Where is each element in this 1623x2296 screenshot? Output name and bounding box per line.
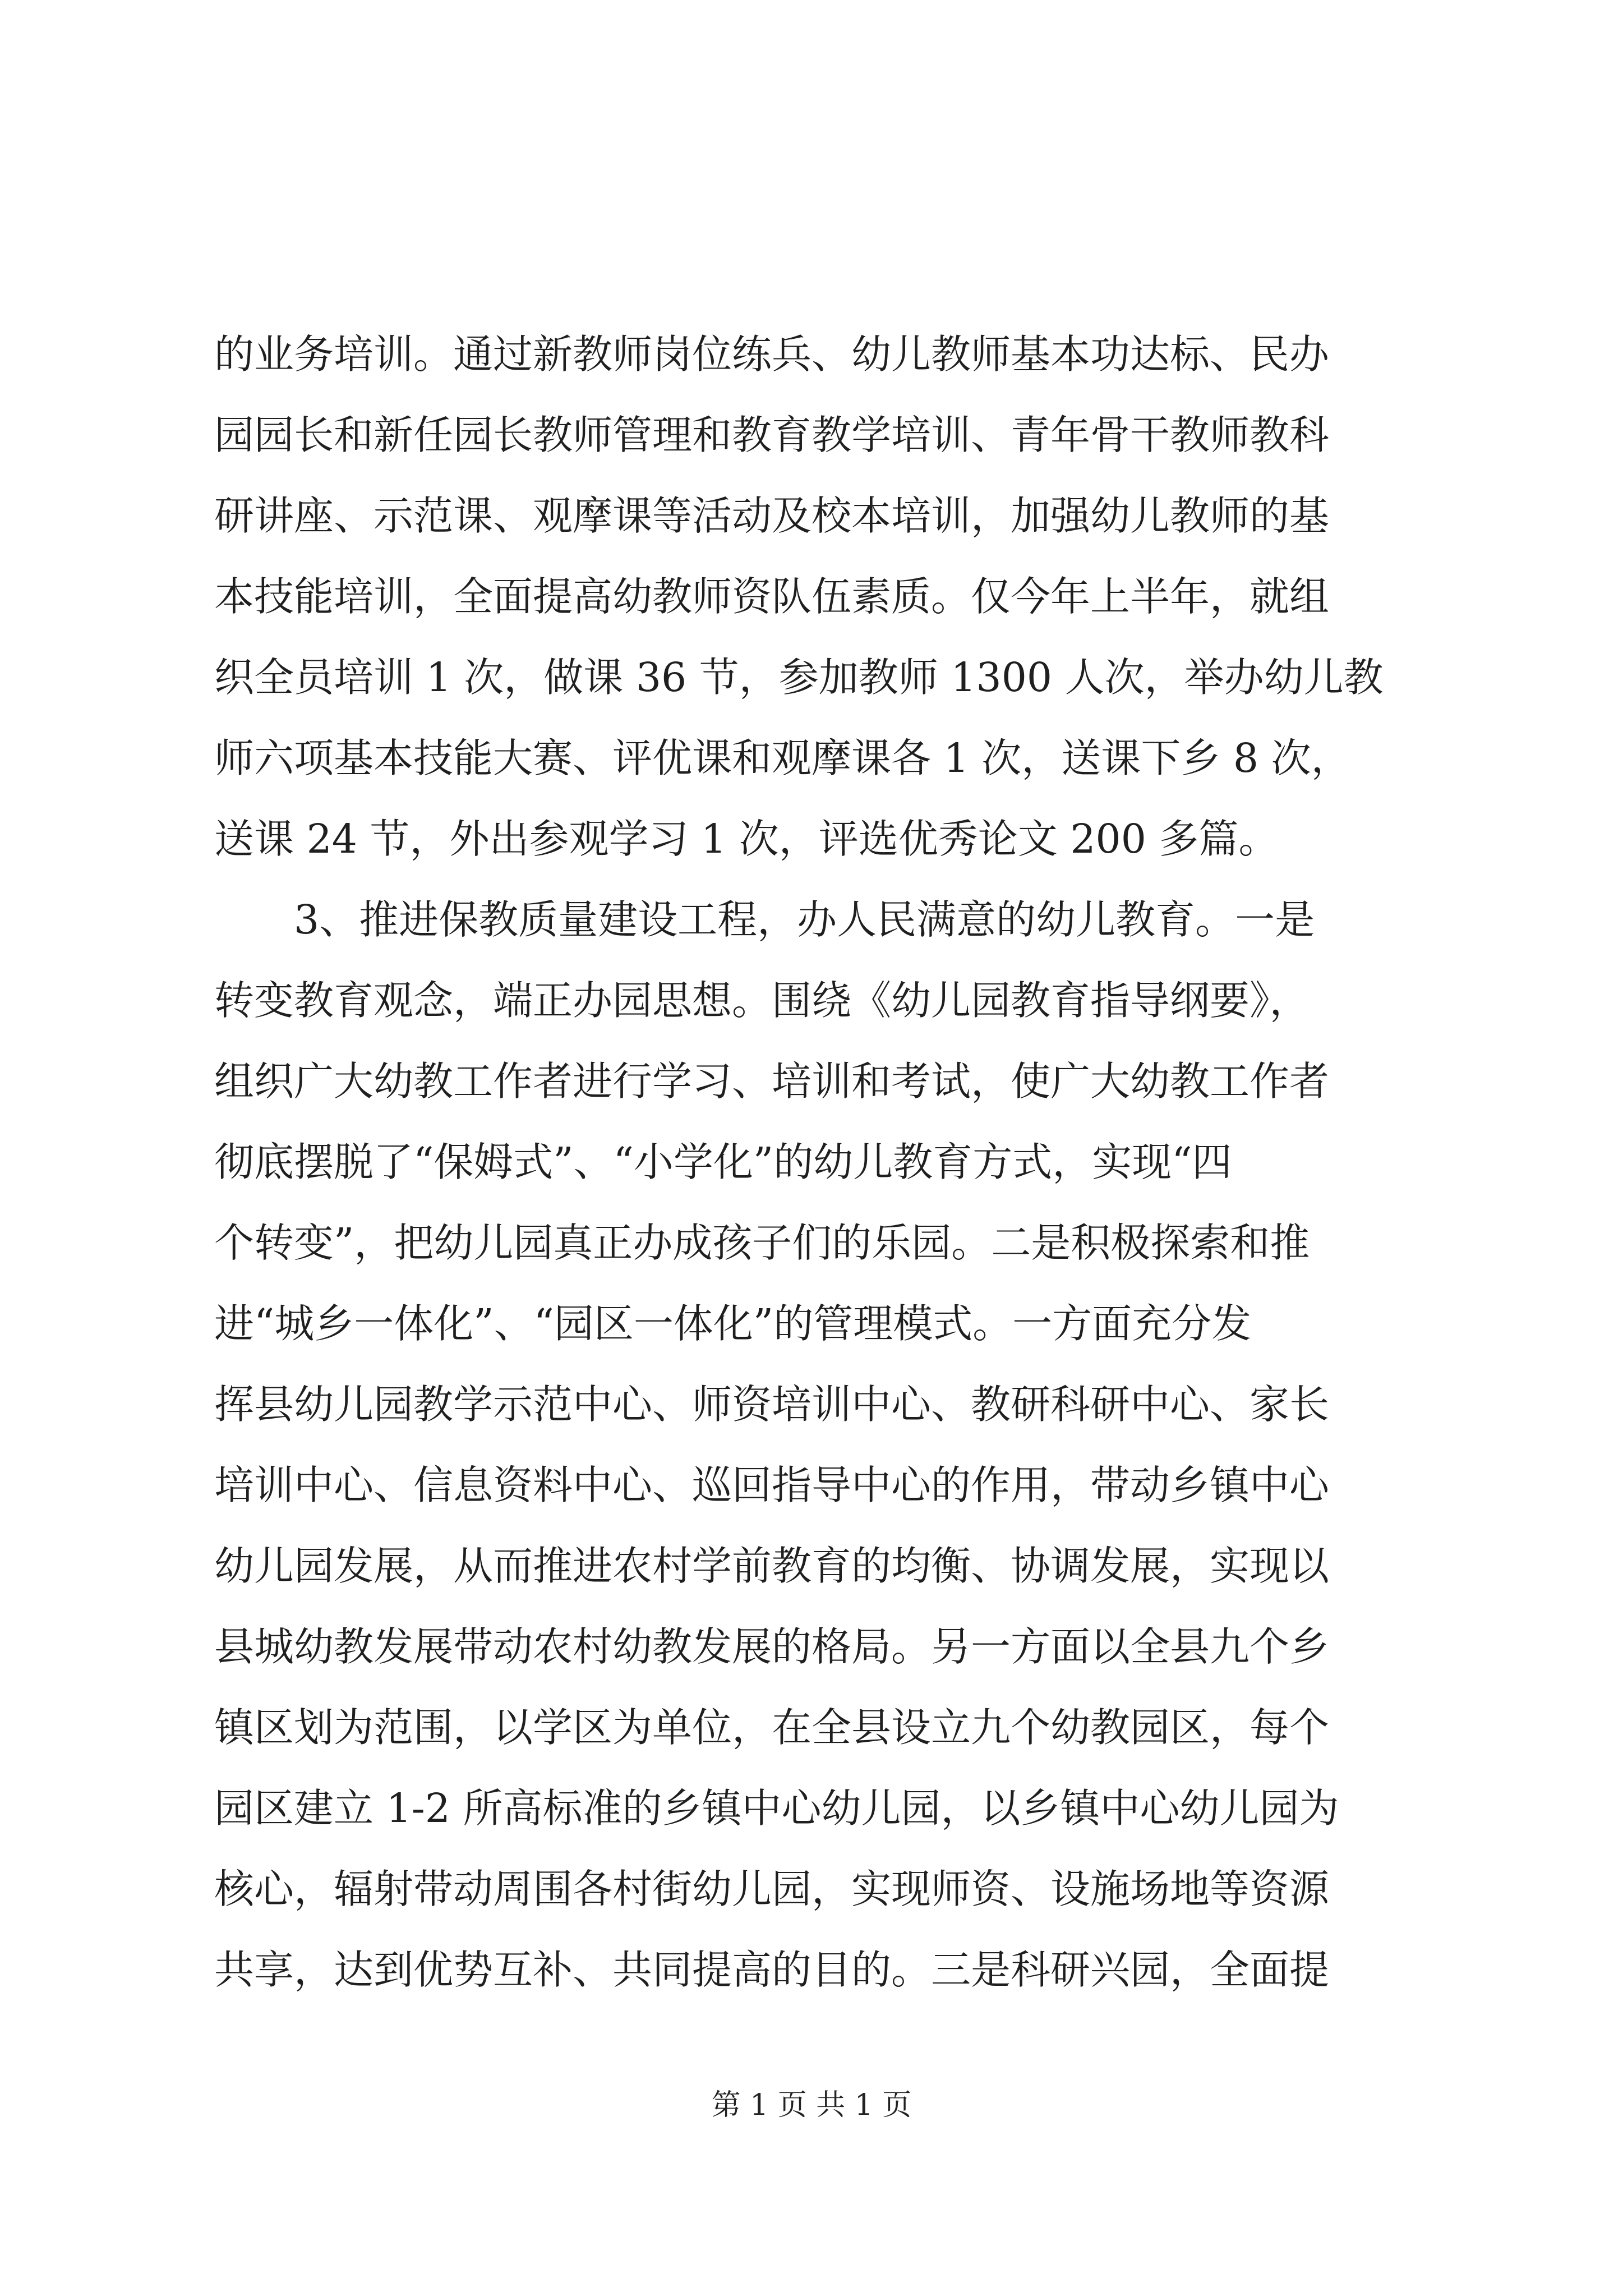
text-line: 园区建立 1-2 所高标准的乡镇中心幼儿园，以乡镇中心幼儿园为	[214, 1785, 1339, 1832]
text-line: 挥县幼儿园教学示范中心、师资培训中心、教研科研中心、家长	[214, 1381, 1330, 1428]
body-text	[214, 314, 1414, 2010]
text-line: 织全员培训 1 次，做课 36 节，参加教师 1300 人次，举办幼儿教	[214, 654, 1384, 701]
text-line: 幼儿园发展，从而推进农村学前教育的均衡、协调发展，实现以	[214, 1543, 1330, 1589]
text-line: 园园长和新任园长教师管理和教育教学培训、青年骨干教师教科	[214, 412, 1330, 458]
text-line: 县城幼教发展带动农村幼教发展的格局。另一方面以全县九个乡	[214, 1623, 1330, 1670]
paragraph-start-line: 3、推进保教质量建设工程，办人民满意的幼儿教育。一是	[214, 896, 1315, 943]
text-line: 转变教育观念，端正办园思想。围绕《幼儿园教育指导纲要》，	[214, 977, 1310, 1024]
text-line: 进“城乡一体化”、“园区一体化”的管理模式。一方面充分发	[214, 1300, 1252, 1347]
text-line: 本技能培训，全面提高幼教师资队伍素质。仅今年上半年，就组	[214, 573, 1330, 620]
text-line: 研讲座、示范课、观摩课等活动及校本培训，加强幼儿教师的基	[214, 493, 1330, 539]
page-footer	[0, 2081, 1623, 2123]
text-line: 送课 24 节，外出参观学习 1 次，评选优秀论文 200 多篇。	[214, 816, 1279, 862]
text-line: 培训中心、信息资料中心、巡回指导中心的作用，带动乡镇中心	[214, 1462, 1330, 1508]
text-line: 核心，辐射带动周围各村街幼儿园，实现师资、设施场地等资源	[214, 1866, 1330, 1912]
text-line: 师六项基本技能大赛、评优课和观摩课各 1 次，送课下乡 8 次，	[214, 735, 1351, 781]
text-line: 镇区划为范围，以学区为单位，在全县设立九个幼教园区，每个	[214, 1704, 1330, 1751]
page-number-label: 第 1 页 共 1 页	[711, 2088, 912, 2122]
text-line: 个转变”，把幼儿园真正办成孩子们的乐园。二是积极探索和推	[214, 1220, 1310, 1266]
text-line: 组织广大幼教工作者进行学习、培训和考试，使广大幼教工作者	[214, 1058, 1330, 1105]
text-line: 的业务培训。通过新教师岗位练兵、幼儿教师基本功达标、民办	[214, 331, 1330, 378]
text-line: 彻底摆脱了“保姆式”、“小学化”的幼儿教育方式，实现“四	[214, 1139, 1232, 1185]
text-line: 共享，达到优势互补、共同提高的目的。三是科研兴园，全面提	[214, 1947, 1330, 1993]
